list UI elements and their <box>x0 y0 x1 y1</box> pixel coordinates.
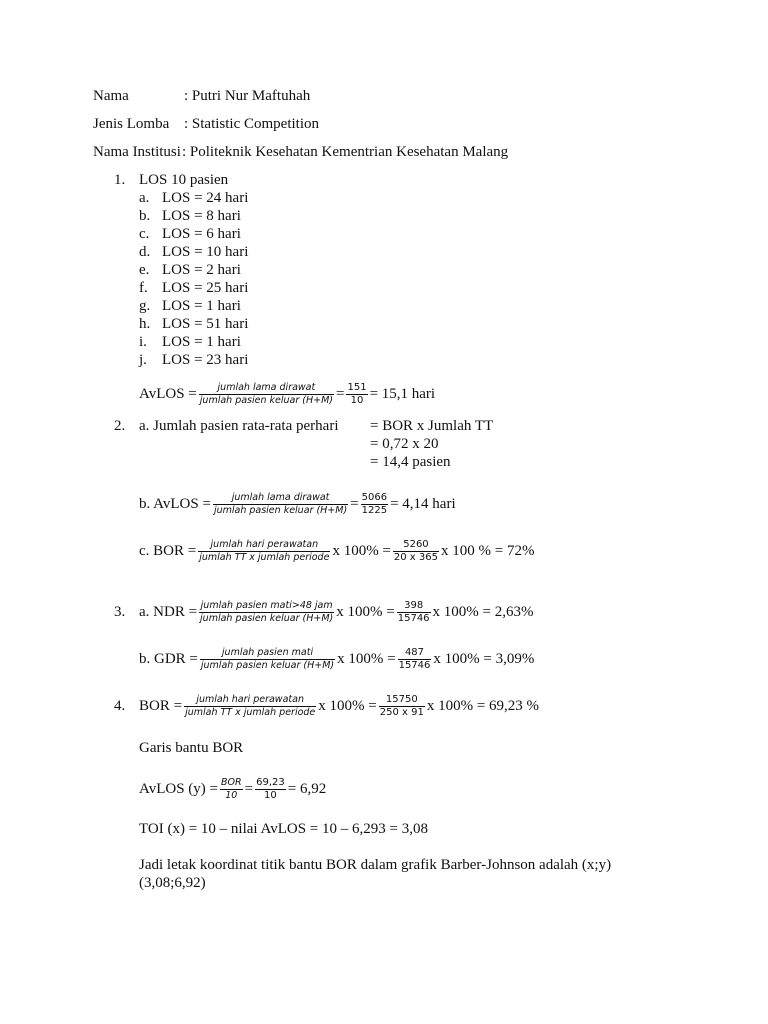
fraction-numerator: 487 <box>404 646 425 658</box>
list-item-letter: j. <box>139 352 147 368</box>
fraction-numerator: 5260 <box>403 538 429 550</box>
name-value: : Putri Nur Maftuhah <box>184 88 311 104</box>
fraction <box>220 777 243 802</box>
list-item: LOS = 24 hari <box>162 190 249 206</box>
equals-sign: = <box>336 385 345 402</box>
fraction-numerator: 5066 <box>361 491 388 503</box>
list-item-letter: c. <box>139 226 150 242</box>
fraction-denominator: 1225 <box>361 504 388 516</box>
list-item: LOS = 6 hari <box>162 226 241 242</box>
list-item-letter: f. <box>139 280 148 296</box>
fraction-numerator: jumlah hari perawatan <box>210 538 319 550</box>
list-item: LOS = 51 hari <box>162 316 249 332</box>
q2a-label: a. Jumlah pasien rata-rata perhari <box>139 418 339 434</box>
fraction <box>346 382 367 407</box>
q4-conclusion-line2: (3,08;6,92) <box>139 875 206 891</box>
q3a-ndr-equation <box>139 594 534 630</box>
fraction <box>199 600 334 625</box>
fraction <box>398 647 432 672</box>
equation-lhs: AvLOS = <box>139 385 197 402</box>
institusi-label: Nama Institusi <box>93 144 181 160</box>
q2a-line1: = BOR x Jumlah TT <box>370 418 494 434</box>
fraction <box>198 539 330 564</box>
fraction <box>255 777 286 802</box>
list-item: LOS = 25 hari <box>162 280 249 296</box>
fraction-numerator: jumlah hari perawatan <box>196 693 304 705</box>
equation-mid: x 100% = <box>318 697 377 714</box>
equation-mid: x 100% = <box>336 603 395 620</box>
fraction-numerator: jumlah lama dirawat <box>231 491 330 503</box>
equation-result: x 100% = 3,09% <box>433 650 535 667</box>
fraction-denominator: jumlah pasien keluar (H+M) <box>200 612 334 624</box>
equation-result: = 4,14 hari <box>390 495 456 512</box>
fraction <box>213 492 348 517</box>
equation-lhs: b. AvLOS = <box>139 495 211 512</box>
name-label: Nama <box>93 88 129 104</box>
q1-title: LOS 10 pasien <box>139 172 229 188</box>
fraction-denominator: 10 <box>350 394 364 406</box>
equation-mid: x 100% = <box>332 542 391 559</box>
fraction <box>379 694 425 719</box>
q4-number: 4. <box>114 698 126 714</box>
fraction <box>199 382 334 407</box>
equals-sign: = <box>244 780 254 797</box>
q1-number: 1. <box>114 172 126 188</box>
q2b-avlos-equation <box>139 486 456 522</box>
q3b-gdr-equation <box>139 641 534 677</box>
institusi-value: : Politeknik Kesehatan Kementrian Kesehatan Malang <box>182 144 509 160</box>
fraction-denominator: jumlah pasien keluar (H+M) <box>213 504 348 516</box>
equation-result: x 100 % = 72% <box>441 542 535 559</box>
fraction-numerator: 15750 <box>385 693 418 705</box>
lomba-value: : Statistic Competition <box>184 116 319 132</box>
fraction <box>184 694 316 719</box>
equation-lhs: a. NDR = <box>139 603 198 620</box>
fraction-denominator: 250 x 91 <box>379 706 424 718</box>
fraction-denominator: jumlah TT x jumlah periode <box>185 706 316 718</box>
fraction-numerator: 69,23 <box>256 776 285 788</box>
list-item: LOS = 1 hari <box>162 298 241 314</box>
equals-sign: = <box>350 495 359 512</box>
list-item: LOS = 23 hari <box>162 352 249 368</box>
fraction-denominator: jumlah TT x jumlah periode <box>199 551 330 563</box>
list-item: LOS = 1 hari <box>162 334 241 350</box>
q1-avlos-equation <box>139 376 435 412</box>
equation-lhs: c. BOR = <box>139 542 197 559</box>
fraction-denominator: jumlah pasien keluar (H+M) <box>199 394 333 406</box>
list-item-letter: e. <box>139 262 150 278</box>
q2-number: 2. <box>114 418 126 434</box>
equation-result: = 6,92 <box>287 780 327 797</box>
fraction-denominator: 20 x 365 <box>393 551 438 563</box>
fraction-numerator: 151 <box>347 381 367 393</box>
fraction <box>200 647 335 672</box>
list-item-letter: a. <box>139 190 150 206</box>
fraction-numerator: jumlah pasien mati>48 jam <box>200 599 333 611</box>
q2c-bor-equation <box>139 533 534 569</box>
equation-result: = 15,1 hari <box>369 385 436 402</box>
list-item-letter: i. <box>139 334 147 350</box>
q3-number: 3. <box>114 604 126 620</box>
list-item: LOS = 2 hari <box>162 262 241 278</box>
fraction-denominator: 15746 <box>398 659 431 671</box>
fraction <box>397 600 431 625</box>
q2a-line2: = 0,72 x 20 <box>370 436 439 452</box>
fraction-numerator: jumlah lama dirawat <box>217 381 316 393</box>
fraction-numerator: jumlah pasien mati <box>221 646 314 658</box>
equation-result: x 100% = 69,23 % <box>426 697 540 714</box>
equation-mid: x 100% = <box>337 650 396 667</box>
equation-lhs: b. GDR = <box>139 650 198 667</box>
list-item: LOS = 8 hari <box>162 208 241 224</box>
equation-lhs: AvLOS (y) = <box>139 780 219 797</box>
fraction-denominator: 10 <box>264 789 277 801</box>
fraction <box>361 492 388 517</box>
list-item-letter: d. <box>139 244 151 260</box>
fraction-denominator: 10 <box>225 789 238 801</box>
list-item: LOS = 10 hari <box>162 244 249 260</box>
list-item-letter: b. <box>139 208 151 224</box>
fraction <box>393 539 439 564</box>
q4-bor-equation <box>139 688 539 724</box>
fraction-denominator: jumlah pasien keluar (H+M) <box>200 659 335 671</box>
equation-lhs: BOR = <box>139 697 183 714</box>
q4-avlos-equation <box>139 771 326 807</box>
q4-garis-bantu: Garis bantu BOR <box>139 740 244 756</box>
lomba-label: Jenis Lomba <box>93 116 170 132</box>
equation-result: x 100% = 2,63% <box>432 603 534 620</box>
q4-conclusion-line1: Jadi letak koordinat titik bantu BOR dalam grafik Barber-Johnson adalah (x;y) <box>139 857 612 873</box>
q2a-line3: = 14,4 pasien <box>370 454 451 470</box>
fraction-denominator: 15746 <box>397 612 430 624</box>
list-item-letter: g. <box>139 298 151 314</box>
fraction-numerator: BOR <box>221 776 242 788</box>
fraction-numerator: 398 <box>404 599 424 611</box>
list-item-letter: h. <box>139 316 151 332</box>
q4-toi: TOI (x) = 10 – nilai AvLOS = 10 – 6,293 = 3,08 <box>139 821 428 837</box>
